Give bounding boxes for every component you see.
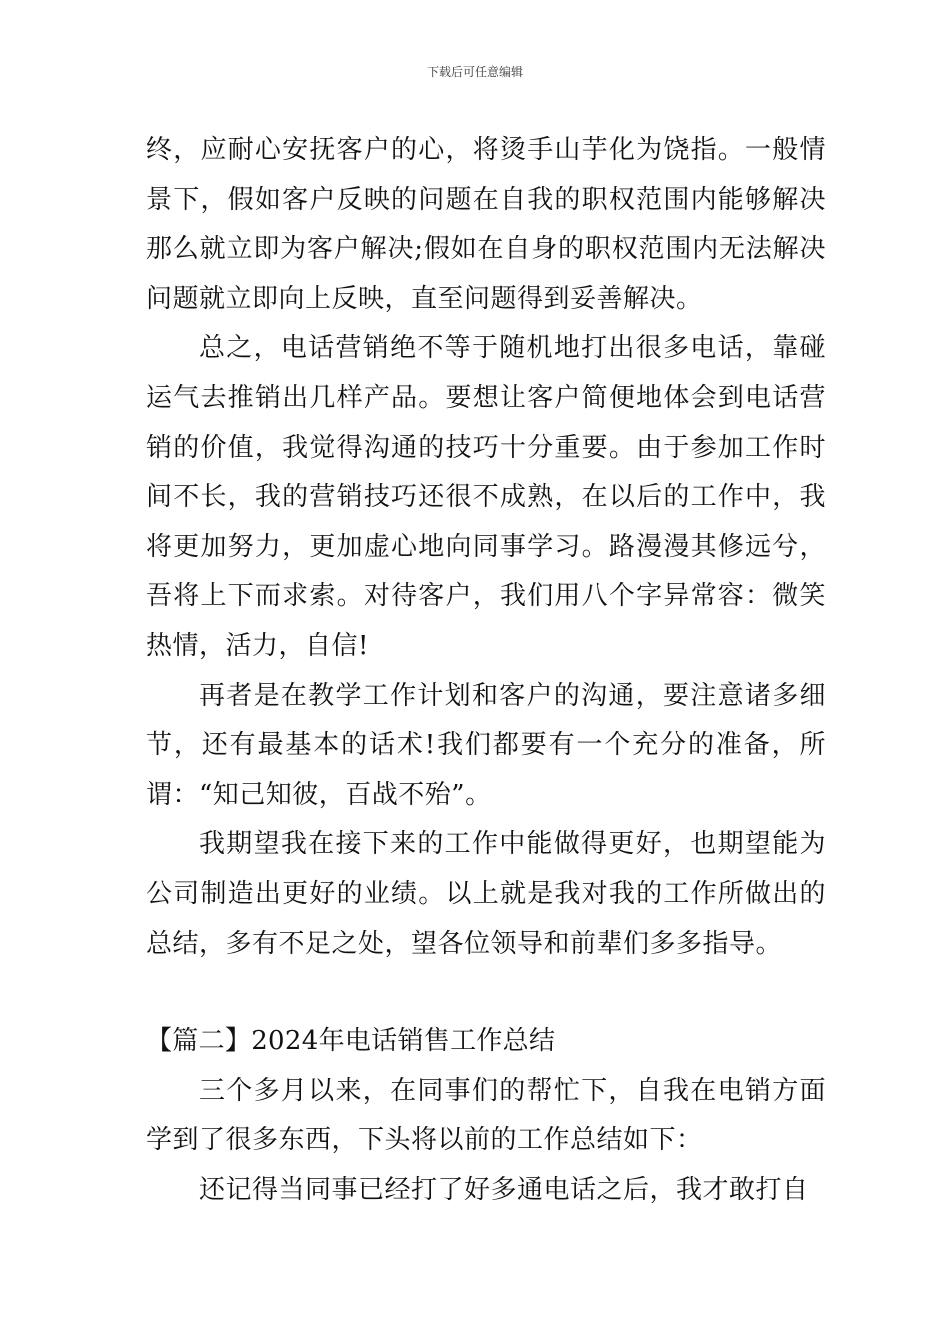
section-title: 【篇二】2024年电话销售工作总结 [146,1026,556,1057]
paragraph: 我期望我在接下来的工作中能做得更好，也期望能为公司制造出更好的业绩。以上就是我对我的工作所做出的总结，多有不足之处，望各位领导和前辈们多多指导。 [146,829,826,959]
section-spacer [146,969,826,1017]
page-header: 下载后可任意编辑 [426,65,523,79]
paragraph: 总之，电话营销绝不等于随机地打出很多电话，靠碰运气去推销出几样产品。要想让客户简便地体会到电话营销的价值，我觉得沟通的技巧十分重要。由于参加工作时间不长，我的营销技巧还很不成熟，在以后的工作中，我将更加努力，更加虚心地向同事学习。路漫漫其修远兮，吾将上下而求索。对待客户，我们用八个字异常容：微笑热情，活力，自信! [146,333,826,661]
paragraph: 还记得当同事已经打了好多通电话之后，我才敢打自 [199,1174,809,1205]
document-body [146,126,826,1215]
paragraph: 再者是在教学工作计划和客户的沟通，要注意诸多细节，还有最基本的话术!我们都要有一个充分的准备，所谓：“知己知彼，百战不殆”。 [146,680,826,810]
paragraph: 三个多月以来，在同事们的帮忙下，自我在电销方面学到了很多东西，下头将以前的工作总结如下： [146,1075,826,1156]
paragraph-continuation: 终，应耐心安抚客户的心，将烫手山芋化为饶指。一般情景下，假如客户反映的问题在自我的职权范围内能够解决那么就立即为客户解决;假如在自身的职权范围内无法解决问题就立即向上反映，直至问题得到妥善解决。 [146,135,826,314]
